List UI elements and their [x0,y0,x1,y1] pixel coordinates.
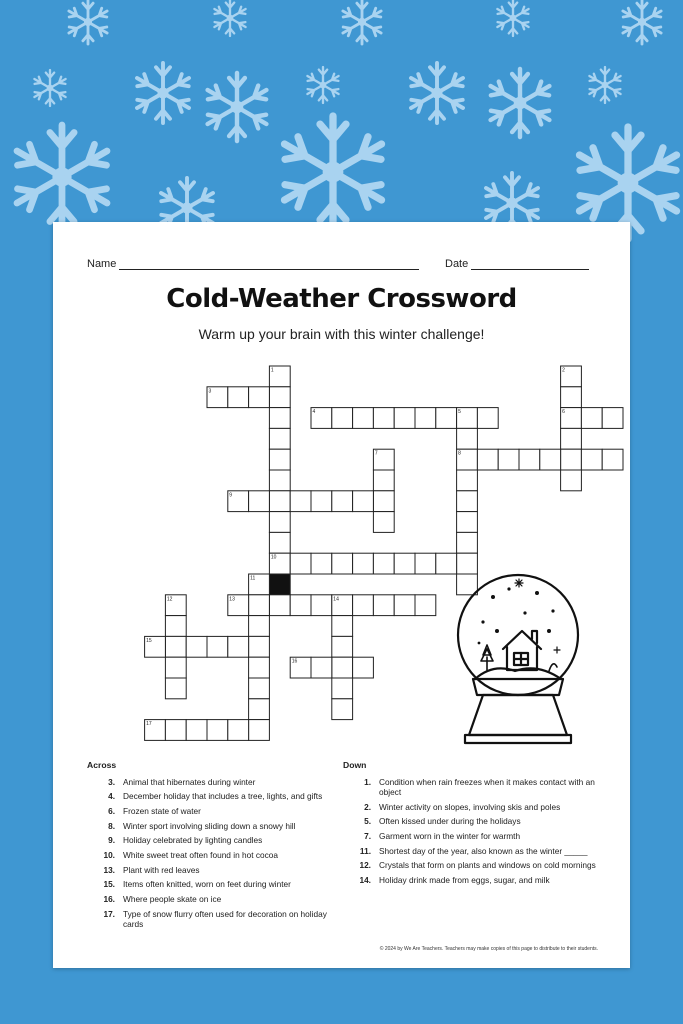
grid-clue-number: 4 [312,409,316,416]
snowflake-icon [497,0,528,36]
clue-number: 11. [359,845,371,856]
clue-number: 5. [364,816,371,827]
grid-cell[interactable] [332,408,353,429]
clue-text: Where people skate on ice [123,893,222,904]
grid-cell[interactable] [415,408,436,429]
clue-number: 9. [108,835,115,846]
clue-text: Type of snow flurry often used for decoration on holiday cards [123,908,327,929]
clue-text: Shortest day of the year, also known as the winter _____ [379,845,588,856]
grid-cell[interactable] [290,553,311,574]
clue-number: 3. [108,776,115,787]
grid-cell[interactable] [373,512,394,533]
snowflake-icon [623,0,661,44]
grid-cell[interactable] [249,657,270,678]
grid-cell[interactable] [394,408,415,429]
grid-cell[interactable] [228,636,249,657]
copyright-footer: © 2024 by We Are Teachers. Teachers may make copies of this page to distribute to their students. [379,946,598,952]
grid-cell[interactable] [373,470,394,491]
grid-cell[interactable] [457,532,478,553]
snowflake-icon [208,73,267,141]
grid-cell[interactable] [249,387,270,408]
grid-cell[interactable] [311,553,332,574]
grid-cell[interactable] [477,408,498,429]
snowflake-icon [491,69,550,137]
clue-number: 13. [103,864,115,875]
grid-cell[interactable] [269,512,290,533]
name-label: Name [87,258,117,270]
clue-number: 15. [103,879,115,890]
clue-item [343,875,603,885]
grid-cell[interactable] [332,636,353,657]
grid-cell[interactable] [436,408,457,429]
clue-item [343,802,603,812]
grid-cell[interactable] [249,491,270,512]
grid-clue-number: 6 [562,409,565,416]
grid-cell[interactable] [311,657,332,678]
clue-number: 10. [103,850,115,861]
snowflake-icon [17,125,107,229]
snowflake-icon [137,63,189,123]
grid-cell[interactable] [457,512,478,533]
clue-text: White sweet treat often found in hot cocoa [123,850,278,861]
page-title: Cold-Weather Crossword [166,284,517,314]
grid-cell[interactable] [353,408,374,429]
snowflake-icon [411,63,463,123]
clue-item [87,909,347,930]
grid-cell[interactable] [519,449,540,470]
grid-cell[interactable] [332,553,353,574]
clue-number: 6. [108,806,115,817]
clue-text: Frozen state of water [123,806,201,817]
grid-clue-number: 5 [458,409,461,416]
grid-cell[interactable] [353,491,374,512]
clue-text: Items often knitted, worn on feet during winter [123,879,291,890]
grid-cell[interactable] [311,491,332,512]
snowflake-icon [214,0,245,36]
grid-cell[interactable] [457,491,478,512]
grid-cell[interactable] [228,387,249,408]
grid-clue-number: 12 [166,596,173,603]
grid-cell[interactable] [249,616,270,637]
snowflake-icon [589,67,620,103]
grid-cell[interactable] [602,408,623,429]
grid-cell[interactable] [269,428,290,449]
grid-cell[interactable] [207,636,228,657]
grid-cell[interactable] [249,720,270,741]
clue-text: Garment worn in the winter for warmth [379,831,521,842]
clue-number: 2. [364,801,371,812]
grid-cell[interactable] [373,553,394,574]
grid-clue-number: 1 [270,367,274,374]
clue-number: 4. [108,791,115,802]
clue-item [343,831,603,841]
grid-cell[interactable] [415,553,436,574]
clue-number: 17. [103,908,115,919]
grid-cell[interactable] [373,408,394,429]
grid-cell[interactable] [332,657,353,678]
grid-cell[interactable] [353,553,374,574]
clue-text: Holiday drink made from eggs, sugar, and milk [379,875,550,886]
grid-clue-number: 8 [458,450,461,457]
grid-cell[interactable] [249,699,270,720]
grid-cell[interactable] [269,387,290,408]
grid-cell[interactable] [394,553,415,574]
snowflake-icon [34,70,65,106]
clue-text: Often kissed under during the holidays [379,816,521,827]
grid-cell[interactable] [249,678,270,699]
grid-cell[interactable] [457,470,478,491]
grid-cell[interactable] [228,720,249,741]
date-label: Date [445,258,469,270]
grid-cell[interactable] [373,491,394,512]
clue-item [87,850,347,860]
grid-cell[interactable] [332,616,353,637]
grid-cell[interactable] [269,449,290,470]
grid-cell[interactable] [290,595,311,616]
across-heading: Across [87,760,117,770]
clue-text: Winter sport involving sliding down a snowy hill [123,820,296,831]
grid-clue-number: 10 [270,554,277,561]
clue-number: 12. [359,860,371,871]
clue-item [343,816,603,826]
clue-number: 7. [364,831,371,842]
clue-item [87,791,347,801]
grid-cell[interactable] [249,636,270,657]
grid-cell[interactable] [249,595,270,616]
grid-cell[interactable] [165,678,186,699]
snowflake-icon [307,67,338,103]
grid-clue-number: 2 [562,367,565,374]
clue-number: 1. [364,776,371,787]
grid-cell[interactable] [269,470,290,491]
grid-cell[interactable] [581,408,602,429]
grid-cell[interactable] [581,449,602,470]
clue-item [343,777,603,798]
grid-cell[interactable] [269,532,290,553]
clue-text: Crystals that form on plants and windows on cold mornings [379,860,596,871]
grid-cell[interactable] [353,595,374,616]
clue-item [87,821,347,831]
grid-clue-number: 11 [250,575,256,582]
grid-cell[interactable] [165,616,186,637]
grid-cell[interactable] [353,657,374,678]
grid-cell[interactable] [186,720,207,741]
clue-text: Holiday celebrated by lighting candles [123,835,263,846]
grid-cell[interactable] [498,449,519,470]
across-clues [87,760,347,934]
clue-item [87,894,347,904]
grid-clue-number: 3 [208,388,212,395]
grid-cell[interactable] [561,470,582,491]
grid-clue-number: 7 [374,450,378,457]
grid-cell[interactable] [269,595,290,616]
clue-text: Animal that hibernates during winter [123,776,256,787]
clue-item [87,835,347,845]
grid-clue-number: 15 [146,637,152,644]
snowflake-icon [285,116,382,228]
grid-cell[interactable] [561,449,582,470]
snow-globe-icon [453,567,583,752]
grid-cell[interactable] [165,636,186,657]
grid-cell[interactable] [540,449,561,470]
grid-cell[interactable] [186,636,207,657]
grid-cell[interactable] [165,657,186,678]
snowflake-icon [69,0,107,44]
snowflake-icon [343,0,381,44]
grid-cell[interactable] [373,595,394,616]
grid-clue-number: 14 [333,596,339,603]
grid-cell[interactable] [394,595,415,616]
clue-number: 8. [108,820,115,831]
clue-number: 16. [103,893,115,904]
clue-text: December holiday that includes a tree, lights, and gifts [123,791,323,802]
down-clues [343,760,603,890]
clue-text: Plant with red leaves [123,864,200,875]
grid-cell[interactable] [165,720,186,741]
clue-text: Winter activity on slopes, involving skis and poles [379,801,561,812]
clue-item [87,879,347,889]
grid-cell[interactable] [290,491,311,512]
grid-cell[interactable] [269,408,290,429]
down-heading: Down [343,760,367,770]
grid-cell[interactable] [332,491,353,512]
worksheet [53,222,630,968]
grid-clue-number: 9 [229,492,233,499]
clue-number: 14. [359,875,371,886]
grid-cell[interactable] [332,678,353,699]
clue-item [87,777,347,787]
clue-item [343,860,603,870]
clue-item [87,806,347,816]
snowflake-background [0,0,683,260]
grid-cell[interactable] [561,428,582,449]
grid-cell[interactable] [207,720,228,741]
grid-cell[interactable] [415,595,436,616]
grid-clue-number: 17 [146,721,152,728]
grid-cell[interactable] [457,428,478,449]
clue-item [343,846,603,856]
grid-cell[interactable] [477,449,498,470]
grid-cell[interactable] [269,491,290,512]
page-subtitle: Warm up your brain with this winter challenge! [198,326,485,342]
grid-cell[interactable] [311,595,332,616]
grid-clue-number: 16 [291,658,298,665]
grid-cell[interactable] [602,449,623,470]
grid-cell-blocked [269,574,290,595]
clue-text: Condition when rain freezes when it makes contact with an object [379,776,595,798]
grid-cell[interactable] [561,387,582,408]
grid-cell[interactable] [332,699,353,720]
clue-item [87,865,347,875]
grid-clue-number: 13 [229,596,235,603]
